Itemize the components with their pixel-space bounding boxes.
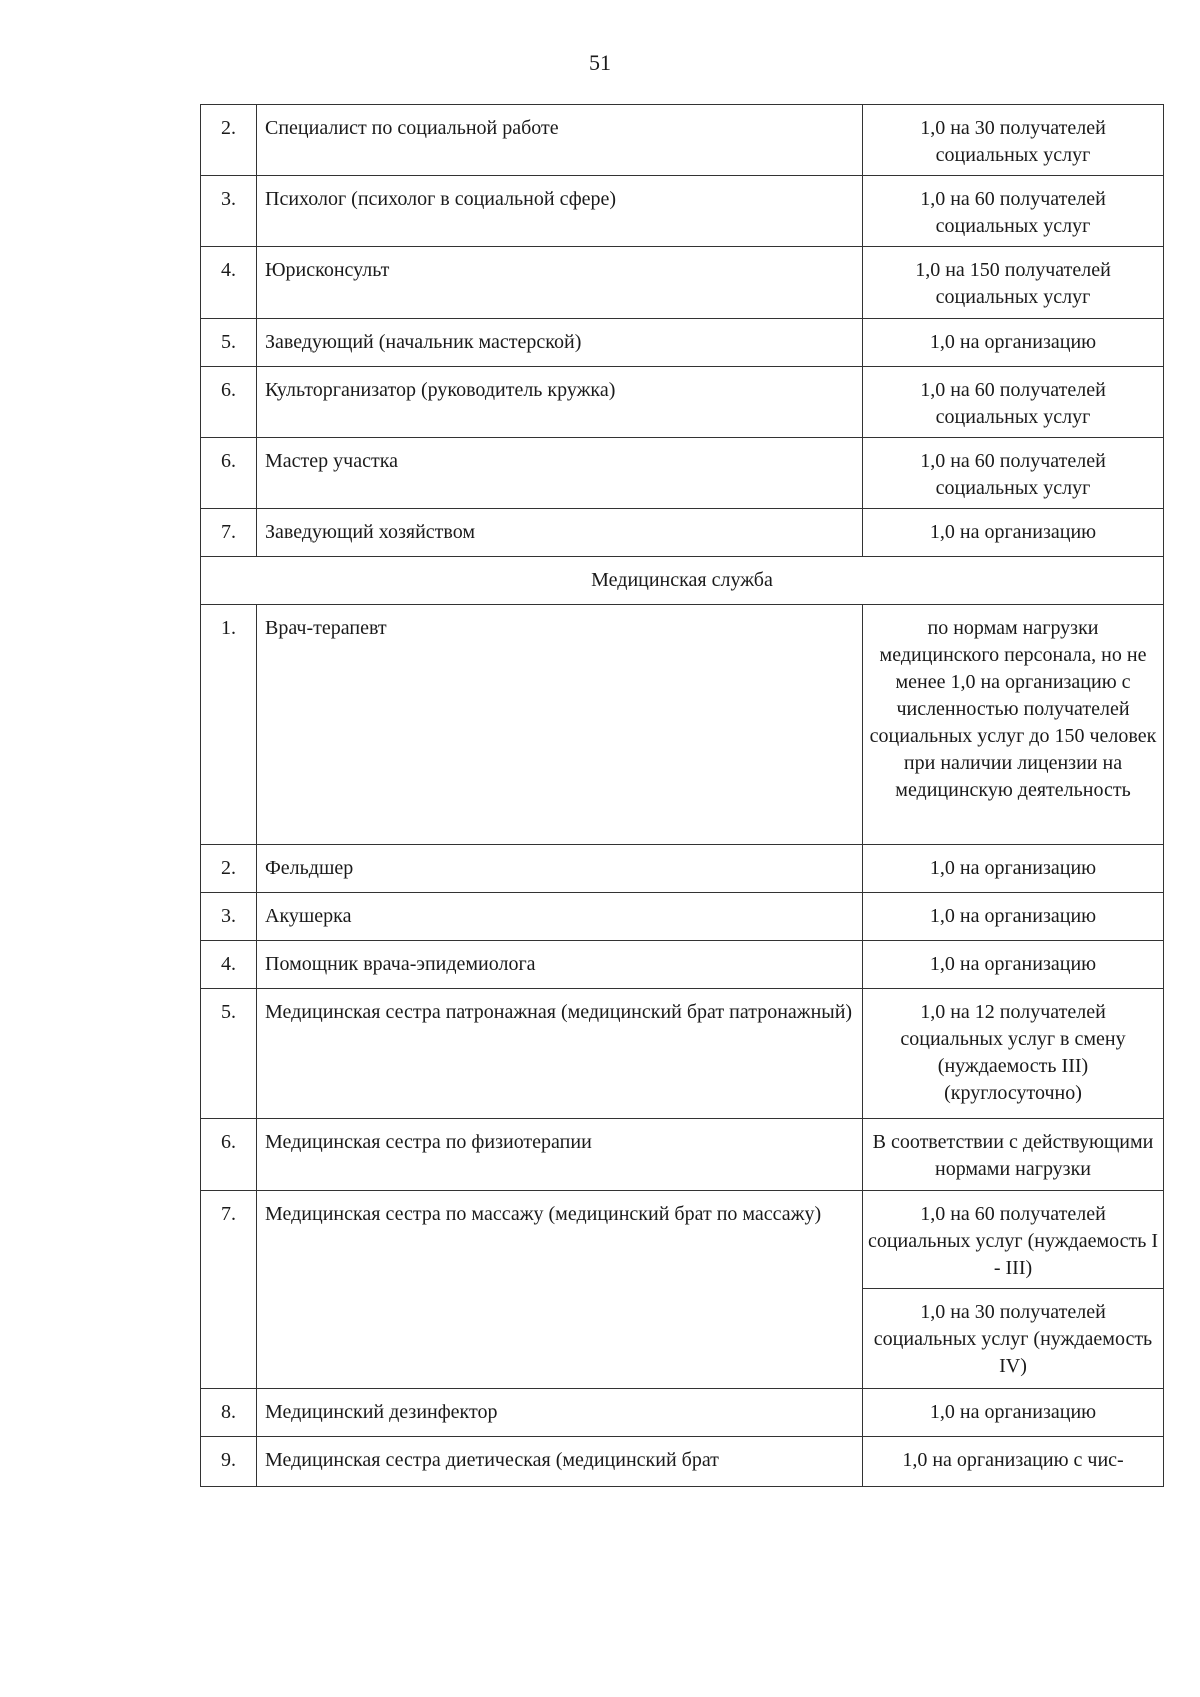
page-number: 51 <box>589 50 611 75</box>
position-cell: Акушерка <box>257 893 863 941</box>
norm-cell: по нормам нагрузки медицинского персонала, но не менее 1,0 на организацию с численностью получателей социальных услуг до 150 человек при наличии лицензии на медицинскую деятельность <box>863 605 1164 845</box>
row-number: 5. <box>201 989 257 1119</box>
position-cell: Медицинская сестра патронажная (медицинский брат патронажный) <box>257 989 863 1119</box>
row-number: 1. <box>201 605 257 845</box>
position-cell: Врач-терапевт <box>257 605 863 845</box>
row-number: 6. <box>201 367 257 438</box>
position-cell: Медицинский дезинфектор <box>257 1389 863 1437</box>
row-number: 5. <box>201 319 257 367</box>
norm-cell: 1,0 на организацию <box>863 893 1164 941</box>
table-row <box>201 176 1164 247</box>
table-row <box>201 989 1164 1119</box>
table-row <box>201 845 1164 893</box>
row-number: 7. <box>201 1191 257 1389</box>
norm-cell: 1,0 на 60 получателей социальных услуг <box>863 367 1164 438</box>
position-cell: Заведующий хозяйством <box>257 509 863 557</box>
row-number: 9. <box>201 1437 257 1487</box>
table-row <box>201 1437 1164 1487</box>
table-row <box>201 1389 1164 1437</box>
position-cell: Культорганизатор (руководитель кружка) <box>257 367 863 438</box>
norm-cell: В соответствии с действующими нормами нагрузки <box>863 1119 1164 1191</box>
section-row <box>201 557 1164 605</box>
norm-cell: 1,0 на 30 получателей социальных услуг (нуждаемость IV) <box>863 1289 1164 1389</box>
table-row <box>201 438 1164 509</box>
table-row <box>201 893 1164 941</box>
position-cell: Медицинская сестра по физиотерапии <box>257 1119 863 1191</box>
position-cell: Медицинская сестра диетическая (медицинский брат <box>257 1437 863 1487</box>
row-number: 6. <box>201 438 257 509</box>
table-row <box>201 319 1164 367</box>
section-title: Медицинская служба <box>201 557 1164 605</box>
position-cell: Психолог (психолог в социальной сфере) <box>257 176 863 247</box>
norm-cell: 1,0 на организацию <box>863 1389 1164 1437</box>
norm-cell: 1,0 на организацию с чис- <box>863 1437 1164 1487</box>
norm-cell: 1,0 на организацию <box>863 319 1164 367</box>
row-number: 3. <box>201 176 257 247</box>
row-number: 4. <box>201 941 257 989</box>
table-row <box>201 1191 1164 1289</box>
norm-cell: 1,0 на организацию <box>863 941 1164 989</box>
row-number: 2. <box>201 105 257 176</box>
row-number: 6. <box>201 1119 257 1191</box>
table-row <box>201 941 1164 989</box>
row-number: 7. <box>201 509 257 557</box>
norm-cell: 1,0 на 150 получателей социальных услуг <box>863 247 1164 319</box>
position-cell: Медицинская сестра по массажу (медицинский брат по массажу) <box>257 1191 863 1389</box>
staff-table <box>200 104 1164 1487</box>
position-cell: Помощник врача-эпидемиолога <box>257 941 863 989</box>
table-row <box>201 509 1164 557</box>
position-cell: Фельдшер <box>257 845 863 893</box>
row-number: 8. <box>201 1389 257 1437</box>
table-row <box>201 367 1164 438</box>
position-cell: Специалист по социальной работе <box>257 105 863 176</box>
table-row <box>201 247 1164 319</box>
table-row <box>201 105 1164 176</box>
position-cell: Заведующий (начальник мастерской) <box>257 319 863 367</box>
position-cell: Мастер участка <box>257 438 863 509</box>
norm-cell: 1,0 на 60 получателей социальных услуг <box>863 438 1164 509</box>
table-row <box>201 1119 1164 1191</box>
position-cell: Юрисконсульт <box>257 247 863 319</box>
norm-cell: 1,0 на 60 получателей социальных услуг (нуждаемость I - III) <box>863 1191 1164 1289</box>
table-row <box>201 605 1164 845</box>
norm-cell: 1,0 на 30 получателей социальных услуг <box>863 105 1164 176</box>
row-number: 2. <box>201 845 257 893</box>
row-number: 3. <box>201 893 257 941</box>
norm-cell: 1,0 на организацию <box>863 845 1164 893</box>
row-number: 4. <box>201 247 257 319</box>
norm-cell: 1,0 на организацию <box>863 509 1164 557</box>
norm-cell: 1,0 на 60 получателей социальных услуг <box>863 176 1164 247</box>
norm-cell: 1,0 на 12 получателей социальных услуг в смену (нуждаемость III) (круглосуточно) <box>863 989 1164 1119</box>
